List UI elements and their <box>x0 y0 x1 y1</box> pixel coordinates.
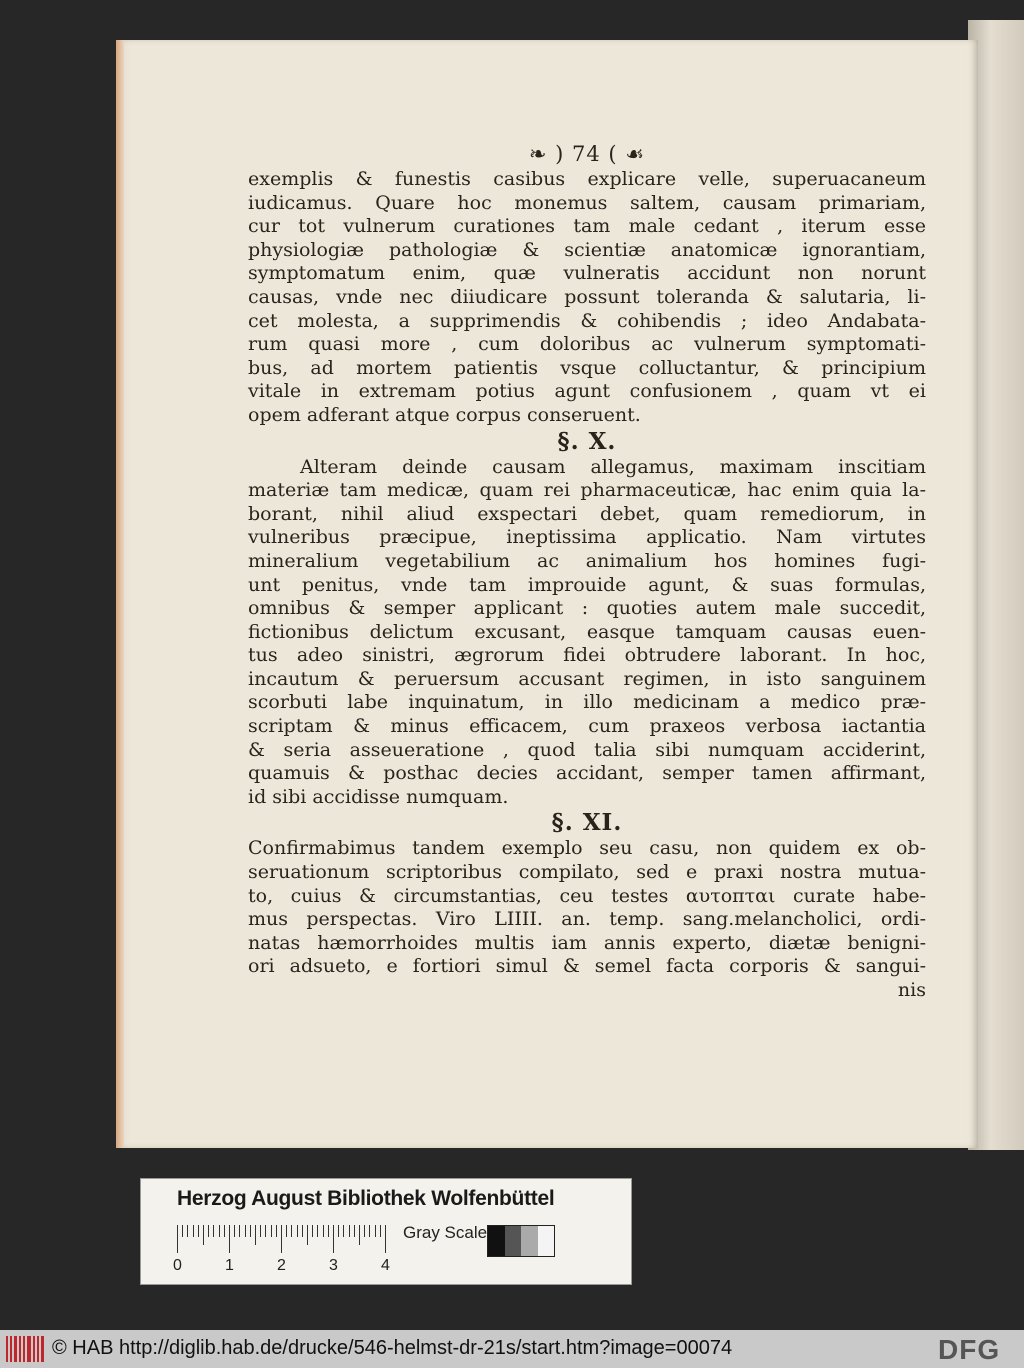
text-line: cet molesta, a supprimendis & cohibendis ; ideo Andabata- <box>248 309 926 332</box>
text-line: unt penitus, vnde tam improuide agunt, & suas formulas, <box>248 573 926 596</box>
ruler-tick <box>250 1225 251 1237</box>
text-line: & seria asseueratione , quod talia sibi numquam acciderint, <box>248 738 926 761</box>
ruler-tick <box>276 1225 277 1237</box>
ruler-tick <box>354 1225 355 1237</box>
section-heading-x: §. X. <box>557 427 617 455</box>
page-header: ❧ ) 74 ( ☙ <box>528 142 646 166</box>
barcode-bar <box>6 1336 8 1362</box>
ruler-tick <box>380 1225 381 1237</box>
text-line: symptomatum enim, quæ vulneratis accidunt non norunt <box>248 262 926 285</box>
barcode-bar <box>37 1336 39 1362</box>
ruler-number: 3 <box>329 1257 338 1274</box>
text-line: opem adferant atque corpus conseruent. <box>248 403 641 426</box>
text-line: seruationum scriptoribus compilato, sed e praxi nostra mutua- <box>248 861 926 884</box>
text-line: rum quasi more , cum doloribus ac vulnerum symptomati- <box>248 333 926 356</box>
text-line: Alteram deinde causam allegamus, maximam inscitiam <box>300 455 926 478</box>
barcode-bar <box>27 1336 31 1362</box>
gray-patch <box>538 1226 555 1256</box>
catchword: nis <box>897 979 926 1001</box>
text-line: cur tot vulnerum curationes tam male cedant , iterum esse <box>248 215 926 238</box>
ruler <box>177 1225 389 1255</box>
ruler-tick <box>364 1225 365 1237</box>
ruler-tick <box>219 1225 220 1237</box>
ruler-tick <box>213 1225 214 1237</box>
copyright-link[interactable]: © HAB http://diglib.hab.de/drucke/546-helmst-dr-21s/start.htm?image=00074 <box>52 1337 733 1359</box>
ruler-tick <box>297 1225 298 1237</box>
ruler-tick <box>281 1225 282 1253</box>
text-line: ori adsueto, e fortiori simul & semel facta corporis & sangui- <box>248 955 926 978</box>
paragraph-xi <box>248 837 926 979</box>
ruler-tick <box>198 1225 199 1237</box>
text-line: vulneribus præcipue, ineptissima applicatio. Nam virtutes <box>248 526 926 549</box>
gray-patch <box>488 1226 505 1256</box>
gray-patch <box>505 1226 522 1256</box>
ruler-tick <box>385 1225 386 1253</box>
ruler-tick <box>359 1225 360 1245</box>
ruler-tick <box>239 1225 240 1237</box>
ruler-tick <box>260 1225 261 1237</box>
ruler-tick <box>229 1225 230 1253</box>
text-line: to, cuius & circumstantias, ceu testes αυτοπται curate habe- <box>248 884 926 907</box>
text-line: borant, nihil aliud exspectari debet, quam remediorum, in <box>248 502 926 525</box>
barcode-bar <box>41 1336 44 1362</box>
text-line: scorbuti labe inquinatum, in illo medicinam a medico præ- <box>248 691 926 714</box>
footer-bar <box>0 1330 1024 1368</box>
text-line: Confirmabimus tandem exemplo seu casu, non quidem ex ob- <box>248 837 926 860</box>
ruler-tick <box>343 1225 344 1237</box>
ruler-tick <box>291 1225 292 1237</box>
barcode-bar <box>14 1336 17 1362</box>
page-text <box>248 140 926 1003</box>
gray-patch <box>521 1226 538 1256</box>
ruler-tick <box>245 1225 246 1237</box>
ruler-number: 2 <box>277 1257 286 1274</box>
ruler-tick <box>328 1225 329 1237</box>
text-line: mineralium vegetabilium ac animalium hos homines fugi- <box>248 549 926 572</box>
ruler-tick <box>286 1225 287 1237</box>
color-scale-card <box>140 1178 632 1285</box>
ruler-number: 0 <box>173 1257 182 1274</box>
paragraph-x <box>248 456 926 810</box>
text-line: scriptam & minus efficacem, cum praxeos verbosa iactantia <box>248 715 926 738</box>
ruler-tick <box>323 1225 324 1237</box>
dfg-logo: DFG <box>938 1334 1001 1365</box>
ruler-tick <box>338 1225 339 1237</box>
ruler-tick <box>271 1225 272 1237</box>
ruler-tick <box>224 1225 225 1237</box>
ruler-tick <box>307 1225 308 1245</box>
gray-scale-patches <box>487 1225 555 1257</box>
text-line: iudicamus. Quare hoc monemus saltem, causam primariam, <box>248 191 926 214</box>
ruler-number: 1 <box>225 1257 234 1274</box>
library-name: Herzog August Bibliothek Wolfenbüttel <box>177 1187 555 1210</box>
ruler-tick <box>177 1225 178 1253</box>
text-line: materiæ tam medicæ, quam rei pharmaceuticæ, hac enim quia la- <box>248 479 926 502</box>
text-line: vitale in extremam potius agunt confusionem , quam vt ei <box>248 380 926 403</box>
ruler-tick <box>182 1225 183 1237</box>
text-line: quamuis & posthac decies accidant, semper tamen affirmant, <box>248 762 926 785</box>
ruler-tick <box>369 1225 370 1237</box>
barcode-icon <box>6 1336 44 1362</box>
ruler-number: 4 <box>381 1257 390 1274</box>
ruler-tick <box>317 1225 318 1237</box>
ruler-tick <box>203 1225 204 1245</box>
section-heading-xi: §. XI. <box>551 809 623 837</box>
paragraph-ix <box>248 168 926 428</box>
ruler-tick <box>349 1225 350 1237</box>
ruler-tick <box>265 1225 266 1237</box>
ruler-tick <box>333 1225 334 1253</box>
ruler-tick <box>208 1225 209 1237</box>
text-line: exemplis & funestis casibus explicare velle, superuacaneum <box>248 168 926 190</box>
ruler-tick <box>255 1225 256 1245</box>
text-line: id sibi accidisse numquam. <box>248 785 509 808</box>
ruler-tick <box>234 1225 235 1237</box>
text-line: fictionibus delictum excusant, easque tamquam causas euen- <box>248 620 926 643</box>
ruler-tick <box>193 1225 194 1237</box>
ruler-tick <box>375 1225 376 1237</box>
ruler-tick <box>187 1225 188 1237</box>
text-line: tus adeo sinistri, ægrorum fidei obtrudere laborant. In hoc, <box>248 644 926 667</box>
text-line: physiologiæ pathologiæ & scientiæ anatomicæ ignorantiam, <box>248 238 926 261</box>
text-line: omnibus & semper applicant : quoties autem male succedit, <box>248 597 926 620</box>
text-line: mus perspectas. Viro LIIII. an. temp. sang.melancholici, ordi- <box>248 908 926 931</box>
text-line: natas hæmorrhoides multis iam annis experto, diætæ benigni- <box>248 931 926 954</box>
gray-scale-label: Gray Scale <box>403 1223 488 1242</box>
text-line: incautum & peruersum accusant regimen, in isto sanguinem <box>248 667 926 690</box>
ruler-tick <box>312 1225 313 1237</box>
barcode-bar <box>23 1336 25 1362</box>
ruler-tick <box>302 1225 303 1237</box>
barcode-bar <box>10 1336 12 1362</box>
barcode-bar <box>33 1336 35 1362</box>
text-line: bus, ad mortem patientis vsque colluctantur, & principium <box>248 356 926 379</box>
page-binding-edge <box>116 40 124 1148</box>
barcode-bar <box>19 1336 21 1362</box>
text-line: causas, vnde nec diiudicare possunt toleranda & salutaria, li- <box>248 285 926 308</box>
